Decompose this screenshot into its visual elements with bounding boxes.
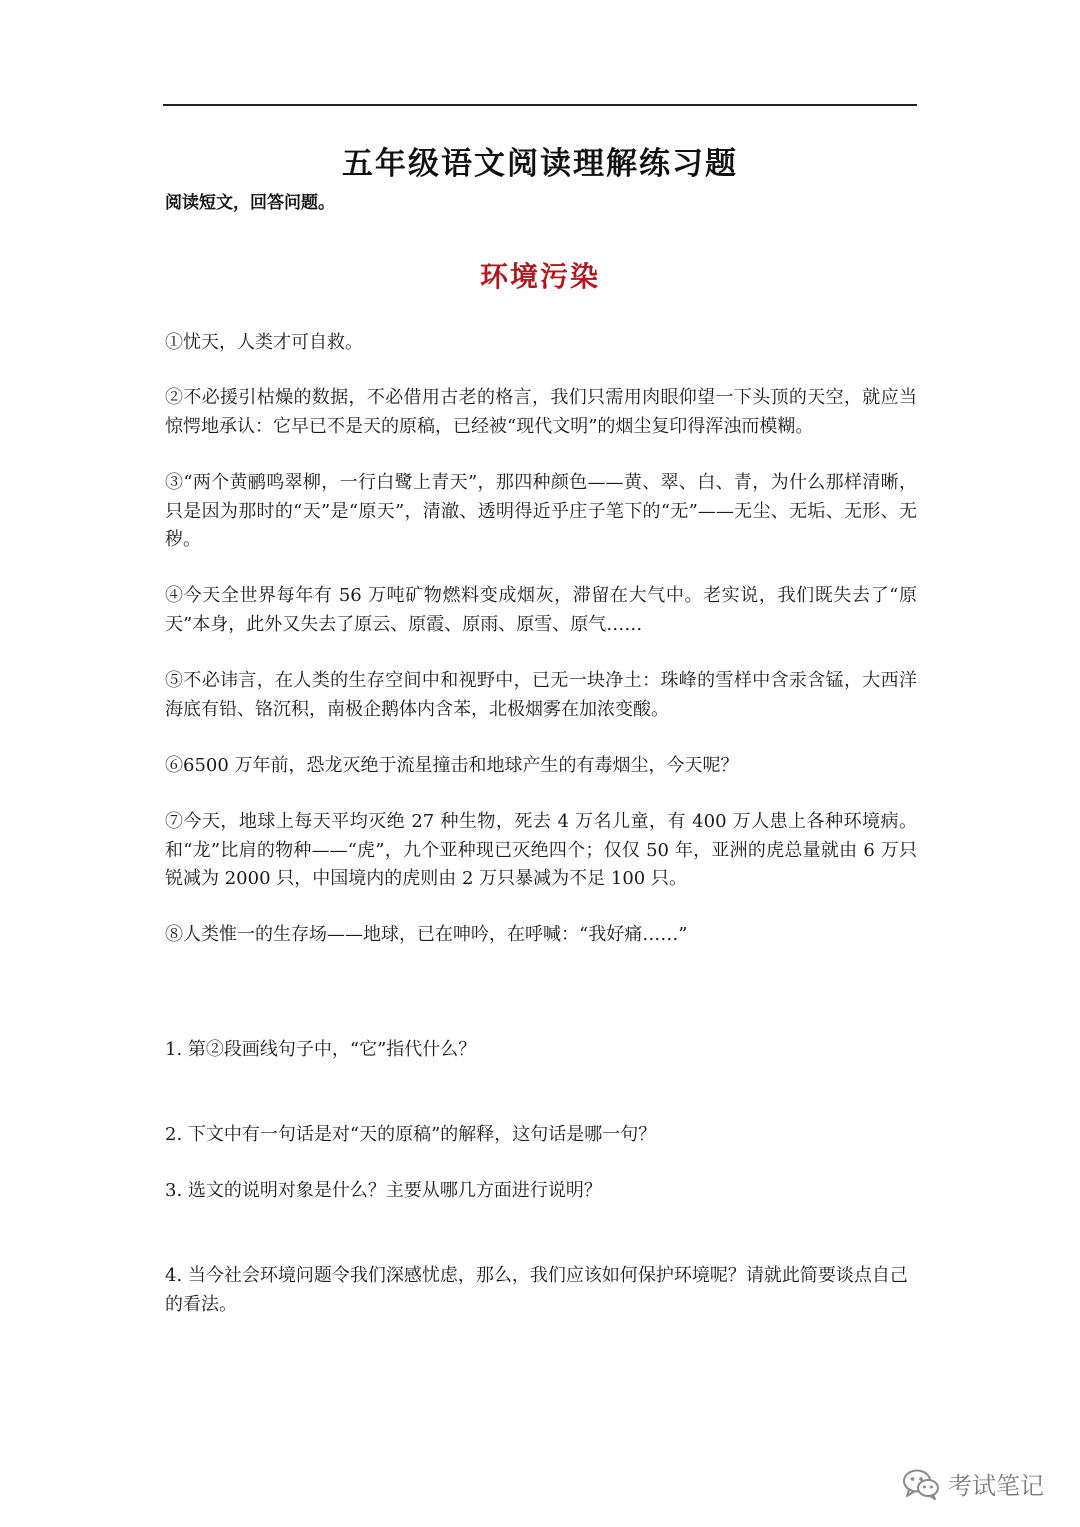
paragraph-5: ⑤不必讳言，在人类的生存空间中和视野中，已无一块净土：珠峰的雪样中含汞含锰，大西洋海底有铅、铬沉积，南极企鹅体内含苯，北极烟雾在加浓变酸。 — [165, 670, 917, 720]
article-title: 环境污染 — [479, 260, 600, 293]
paragraph-2: ②不必援引枯燥的数据，不必借用古老的格言，我们只需用肉眼仰望一下头顶的天空，就应当惊愕地承认：它早已不是天的原稿，已经被“现代文明”的烟尘复印得浑浊而模糊。 — [165, 387, 917, 437]
paragraph-3: ③“两个黄鹂鸣翠柳，一行白鹭上青天”，那四种颜色——黄、翠、白、青，为什么那样清晰，只是因为那时的“天”是“原天”，清澈、透明得近乎庄子笔下的“无”——无尘、无垢、无形、无秽。 — [165, 472, 917, 550]
paragraph-6: ⑥6500 万年前，恐龙灭绝于流星撞击和地球产生的有毒烟尘，今天呢？ — [165, 755, 739, 776]
paragraph-8: ⑧人类惟一的生存场——地球，已在呻吟，在呼喊：“我好痛……” — [165, 924, 688, 945]
paragraph-7: ⑦今天，地球上每天平均灭绝 27 种生物，死去 4 万名儿童，有 400 万人患上各种环境病。和“龙”比肩的物种——“虎”，九个亚种现已灭绝四个；仅仅 50 年，亚洲的虎总量就由 6 万只锐减为 2000 只，中国境内的虎则由 2 万只暴减为不足 100 只。 — [165, 811, 917, 889]
question-4: 4. 当今社会环境问题令我们深感忧虑，那么，我们应该如何保护环境呢？请就此简要谈点自己的看法。 — [165, 1265, 908, 1315]
paragraph-4: ④今天全世界每年有 56 万吨矿物燃料变成烟灰，滞留在大气中。老实说，我们既失去了“原天”本身，此外又失去了原云、原霞、原雨、原雪、原气…… — [165, 585, 917, 635]
page-title: 五年级语文阅读理解练习题 — [342, 146, 738, 182]
question-3: 3. 选文的说明对象是什么？主要从哪几方面进行说明？ — [165, 1180, 602, 1201]
watermark-text: 考试笔记 — [948, 1472, 1044, 1500]
question-2: 2. 下文中有一句话是对“天的原稿”的解释，这句话是哪一句？ — [165, 1124, 657, 1145]
wechat-icon — [902, 1468, 940, 1500]
paragraph-1: ①忧天，人类才可自救。 — [165, 332, 363, 353]
question-1: 1. 第②段画线句子中，“它”指代什么？ — [165, 1039, 477, 1060]
top-rule — [163, 104, 917, 106]
instruction-text: 阅读短文，回答问题。 — [165, 193, 335, 213]
watermark — [902, 1466, 1044, 1501]
